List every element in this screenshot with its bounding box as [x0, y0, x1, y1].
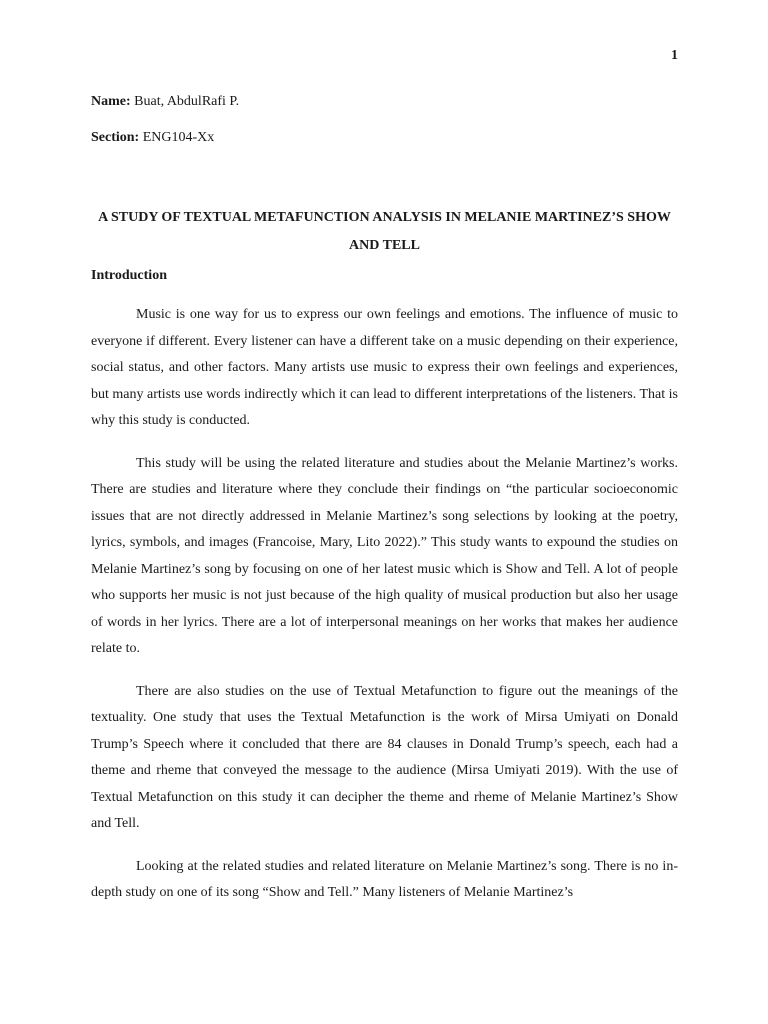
section-value: ENG104-Xx	[139, 130, 215, 145]
section-label: Section:	[91, 130, 140, 145]
page-number: 1	[671, 48, 678, 63]
student-name-line	[91, 94, 239, 110]
name-label: Name:	[91, 94, 131, 109]
body-text	[91, 302, 678, 923]
paragraph-4: Looking at the related studies and related literature on Melanie Martinez’s song. There is no in-depth study on one of its song “Show and Tell.” Many listeners of Melanie Martinez’s	[91, 858, 678, 900]
section-line	[91, 130, 214, 146]
paragraph-3: There are also studies on the use of Textual Metafunction to figure out the meanings of the textuality. One study that uses the Textual Metafunction is the work of Mirsa Umiyati on Donald Trump’s Speech where it concluded that there are 84 clauses in Donald Trump’s speech, each had a theme and rheme that conveyed the message to the audience (Mirsa Umiyati 2019). With the use of Textual Metafunction on this study it can decipher the theme and rheme of Melanie Martinez’s Show and Tell.	[91, 683, 678, 831]
paragraph-1: Music is one way for us to express our own feelings and emotions. The influence of music to everyone if different. Every listener can have a different take on a music depending on their experience, social status, and other factors. Many artists use music to express their own feelings and experiences, but many artists use words indirectly which it can lead to different interpretations of the listeners. That is why this study is conducted.	[91, 307, 678, 428]
paragraph-2: This study will be using the related literature and studies about the Melanie Martinez’s works. There are studies and literature where they conclude their findings on “the particular socioeconomic issues that are not directly addressed in Melanie Martinez’s song selections by looking at the poetry, lyrics, symbols, and images (Francoise, Mary, Lito 2022).” This study wants to expound the studies on Melanie Martinez’s song by focusing on one of her latest music which is Show and Tell. A lot of people who supports her music is not just because of the high quality of musical production but also her usage of words in her lyrics. There are a lot of interpersonal meanings on her works that makes her audience relate to.	[91, 455, 678, 656]
section-heading-introduction: Introduction	[91, 268, 167, 283]
name-value: Buat, AbdulRafi P.	[130, 94, 240, 109]
document-title: A STUDY OF TEXTUAL METAFUNCTION ANALYSIS IN MELANIE MARTINEZ’S SHOW AND TELL	[98, 210, 671, 253]
